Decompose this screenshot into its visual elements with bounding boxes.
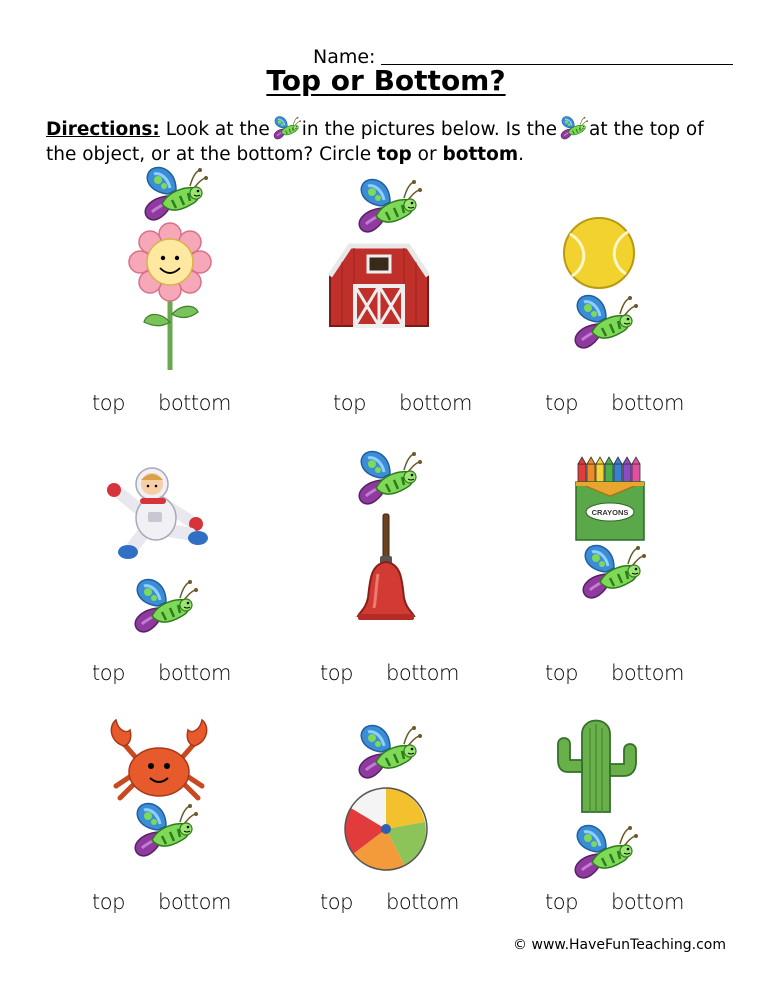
butterfly-icon (271, 115, 301, 141)
butterfly-icon (568, 822, 638, 882)
directions-or-word: or (417, 144, 437, 165)
butterfly-icon (352, 448, 422, 508)
barn-image (328, 242, 430, 328)
option-top-5[interactable]: top (320, 661, 353, 685)
option-top-7[interactable]: top (92, 890, 125, 914)
option-bottom-6[interactable]: bottom (611, 661, 684, 685)
bell-image (356, 512, 416, 624)
option-bottom-1[interactable]: bottom (158, 391, 231, 415)
directions-paragraph (46, 115, 736, 167)
directions-text-2: in the pictures below. Is the (301, 119, 557, 140)
directions-bottom-word: bottom (442, 144, 519, 165)
butterfly-icon (568, 292, 638, 352)
option-bottom-2[interactable]: bottom (399, 391, 472, 415)
option-bottom-3[interactable]: bottom (611, 391, 684, 415)
name-label: Name: (313, 46, 376, 68)
option-top-8[interactable]: top (320, 890, 353, 914)
butterfly-icon (352, 722, 422, 782)
crayon-box-label: CRAYONS (591, 508, 629, 517)
butterfly-icon (128, 576, 198, 636)
butterfly-icon (128, 800, 198, 860)
page-title: Top or Bottom? (266, 64, 506, 97)
option-bottom-8[interactable]: bottom (386, 890, 459, 914)
option-bottom-4[interactable]: bottom (158, 661, 231, 685)
butterfly-icon (352, 176, 422, 236)
directions-top-word: top (376, 144, 412, 165)
astronaut-image (104, 462, 210, 562)
option-top-1[interactable]: top (92, 391, 125, 415)
butterfly-icon (138, 164, 208, 224)
copyright-footer: © www.HaveFunTeaching.com (513, 937, 726, 953)
directions-text-1: Look at the (165, 119, 270, 140)
butterfly-icon (558, 115, 588, 141)
option-top-3[interactable]: top (545, 391, 578, 415)
option-top-9[interactable]: top (545, 890, 578, 914)
cactus-image (552, 714, 640, 814)
option-bottom-5[interactable]: bottom (386, 661, 459, 685)
name-blank-line[interactable] (381, 46, 733, 65)
option-top-4[interactable]: top (92, 661, 125, 685)
option-bottom-7[interactable]: bottom (158, 890, 231, 914)
beach-ball-image (343, 786, 429, 872)
tennis-ball-image (562, 216, 636, 290)
crayon-box-image (574, 456, 646, 542)
butterfly-icon (576, 542, 646, 602)
crab-image (104, 716, 214, 806)
flower-image (128, 226, 212, 372)
directions-end: . (518, 144, 525, 165)
option-bottom-9[interactable]: bottom (611, 890, 684, 914)
directions-label: Directions: (46, 119, 160, 140)
option-top-2[interactable]: top (333, 391, 366, 415)
directions-text-3: at the top of the object, or at the bottom? Circle (46, 119, 704, 165)
option-top-6[interactable]: top (545, 661, 578, 685)
